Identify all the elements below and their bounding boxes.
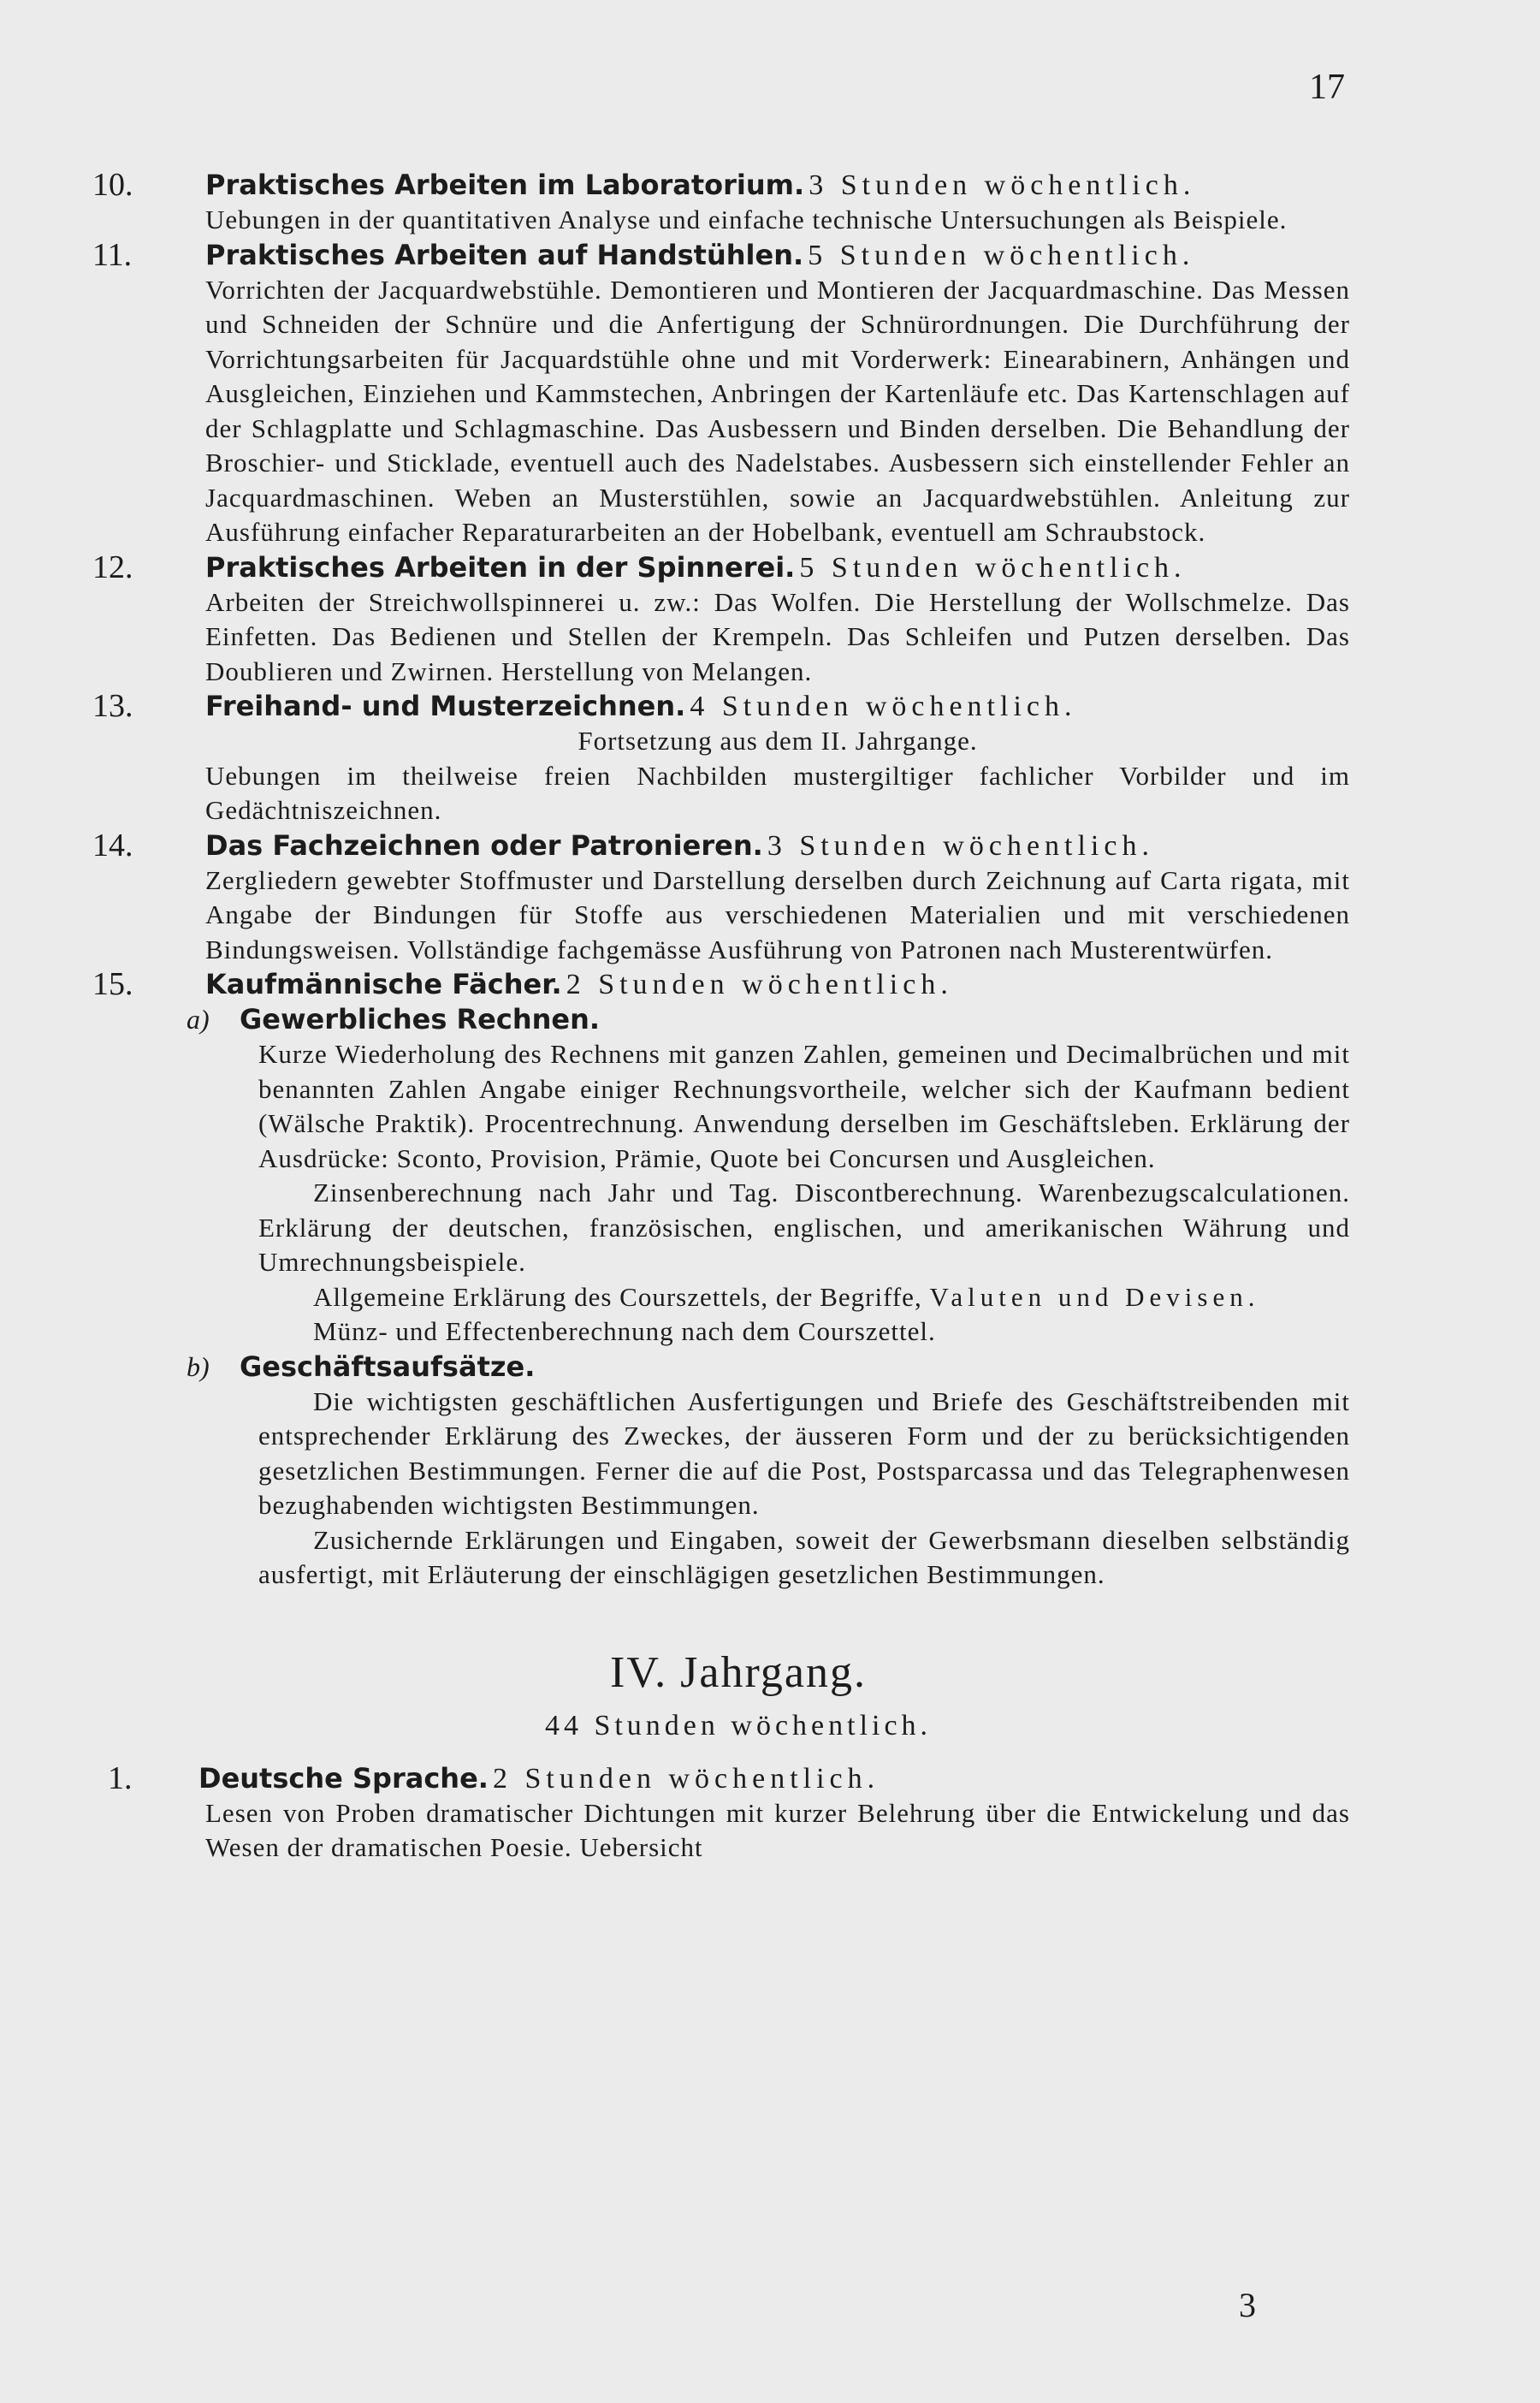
paragraph: Münz- und Effectenberechnung nach dem Courszettel.	[313, 1316, 936, 1346]
subitem-a	[187, 1002, 1350, 1350]
item-number: 13.	[92, 688, 133, 724]
item-title: Praktisches Arbeiten in der Spinnerei.	[205, 550, 796, 584]
spaced-text: Valuten und Devisen.	[929, 1281, 1260, 1312]
item-hours: 2 Stunden wöchentlich.	[493, 1762, 880, 1795]
subitem-title: Geschäftsaufsätze.	[240, 1350, 536, 1383]
subitem-b	[187, 1350, 1350, 1593]
item-iv-1	[92, 1761, 1350, 1866]
item-hours: 5 Stunden wöchentlich.	[799, 551, 1187, 584]
item-hours: 2 Stunden wöchentlich.	[566, 969, 953, 1000]
section-subtitle: 44 Stunden wöchentlich.	[544, 1709, 933, 1741]
paragraph: Allgemeine Erklärung des Courszettels, der Begriffe, Valuten und Devisen.	[313, 1281, 1260, 1312]
item-text: Lesen von Proben dramatischer Dichtungen mit kurzer Belehrung über die Entwickelung und das Wesen der dramatischen Poesie. Uebersicht	[205, 1797, 1350, 1862]
item-text: Vorrichten der Jacquardwebstühle. Demontieren und Montieren der Jacquardmaschine. Das Messen und Schneiden der Schnüre und die Anfertigung der Schnürordnungen. Die Durchführung der Vorrichtungsarbeiten für Jacquardstühle ohne und mit Vorderwerk: Einearabinern, Anhängen und Ausgleichen, Einziehen und Kammstechen, Anbringen der Kartenläufe etc. Das Kartenschlagen auf der Schlagplatte und Schlagmaschine. Das Ausbessern und Binden derselben. Die Behandlung der Broschier- und Sticklade, eventuell auch des Nadelstabes. Ausbessern sich einstellender Fehler an Jacquardmaschinen. Weben an Musterstühlen, sowie an Jacquardwebstühlen. Anleitung zur Ausführung einfacher Reparaturarbeiten an der Hobelbank, eventuell am Schraubstock.	[205, 274, 1350, 547]
item-12	[92, 550, 1350, 690]
paragraph: Die wichtigsten geschäftlichen Ausfertigungen und Briefe des Geschäftstreibenden mit entsprechender Erklärung des Zweckes, der äusseren Form und der zu berücksichtigenden gesetzlichen Bestimmungen. Ferner die auf die Post, Postsparcassa und das Telegraphenwesen bezughabenden wichtigsten Bestimmungen.	[258, 1385, 1350, 1520]
item-number: 12.	[92, 549, 133, 585]
item-title: Freihand- und Musterzeichnen.	[205, 690, 686, 722]
item-number: 10.	[92, 167, 133, 203]
item-11	[92, 238, 1350, 550]
item-title: Kaufmännische Fächer.	[205, 968, 562, 1000]
page-content	[92, 168, 1350, 1866]
item-number: 15.	[92, 966, 133, 1002]
item-hours: 3 Stunden wöchentlich.	[767, 829, 1154, 862]
item-text: Uebungen in der quantitativen Analyse und einfache technische Untersuchungen als Beispiele.	[205, 205, 1288, 234]
item-text: Uebungen im theilweise freien Nachbilden mustergiltiger fachlicher Vorbilder und im Gedächtniszeichnen.	[205, 760, 1350, 825]
item-title: Deutsche Sprache.	[198, 1761, 489, 1795]
item-number: 11.	[92, 236, 133, 273]
item-14	[92, 828, 1350, 968]
section-title: IV. Jahrgang.	[610, 1647, 867, 1697]
item-center-line: Fortsetzung aus dem II. Jahrgange.	[578, 726, 978, 756]
item-number: 1.	[108, 1759, 133, 1796]
item-10	[92, 168, 1350, 238]
item-text: Arbeiten der Streichwollspinnerei u. zw.: Das Wolfen. Die Herstellung der Wollschmelze. Das Einfetten. Das Bedienen und Stellen der Krempeln. Das Schleifen und Putzen derselben. Das Doublieren und Zwirnen. Herstellung von Melangen.	[205, 586, 1350, 686]
item-13	[92, 689, 1350, 828]
subitem-title: Gewerbliches Rechnen.	[240, 1003, 601, 1035]
subitem-letter: a)	[187, 1004, 210, 1035]
item-title: Das Fachzeichnen oder Patronieren.	[205, 828, 763, 862]
item-text: Zergliedern gewebter Stoffmuster und Darstellung derselben durch Zeichnung auf Carta rigata, mit Angabe der Bindungen für Stoffe aus verschiedenen Materialien und mit verschiedenen Bindungsweisen. Vollständige fachgemässe Ausführung von Patronen nach Musterentwürfen.	[205, 864, 1350, 964]
item-title: Praktisches Arbeiten auf Handstühlen.	[205, 238, 804, 271]
subitem-letter: b)	[187, 1350, 210, 1382]
page-number: 17	[1309, 68, 1345, 107]
paragraph: Zusichernde Erklärungen und Eingaben, soweit der Gewerbsmann dieselben selbständig ausfertigt, mit Erläuterung der einschlägigen gesetzlichen Bestimmungen.	[258, 1524, 1350, 1589]
item-15	[92, 967, 1350, 1593]
item-number: 14.	[92, 827, 133, 863]
item-hours: 5 Stunden wöchentlich.	[808, 239, 1195, 271]
item-title: Praktisches Arbeiten im Laboratorium.	[205, 169, 805, 201]
item-hours: 4 Stunden wöchentlich.	[690, 691, 1077, 722]
item-hours: 3 Stunden wöchentlich.	[808, 169, 1196, 201]
signature-mark: 3	[1239, 2286, 1256, 2324]
paragraph: Zinsenberechnung nach Jahr und Tag. Discontberechnung. Warenbezugscalculationen. Erklärung der deutschen, französischen, englischen, und amerikanischen Währung und Umrechnungsbeispiele.	[258, 1178, 1350, 1277]
paragraph: Kurze Wiederholung des Rechnens mit ganzen Zahlen, gemeinen und Decimalbrüchen und mit benannten Zahlen Angabe einiger Rechnungsvortheile, welcher sich der Kaufmann bedient (Wälsche Praktik). Procentrechnung. Anwendung derselben im Geschäftsleben. Erklärung der Ausdrücke: Sconto, Provision, Prämie, Quote bei Concursen und Ausgleichen.	[258, 1039, 1350, 1173]
